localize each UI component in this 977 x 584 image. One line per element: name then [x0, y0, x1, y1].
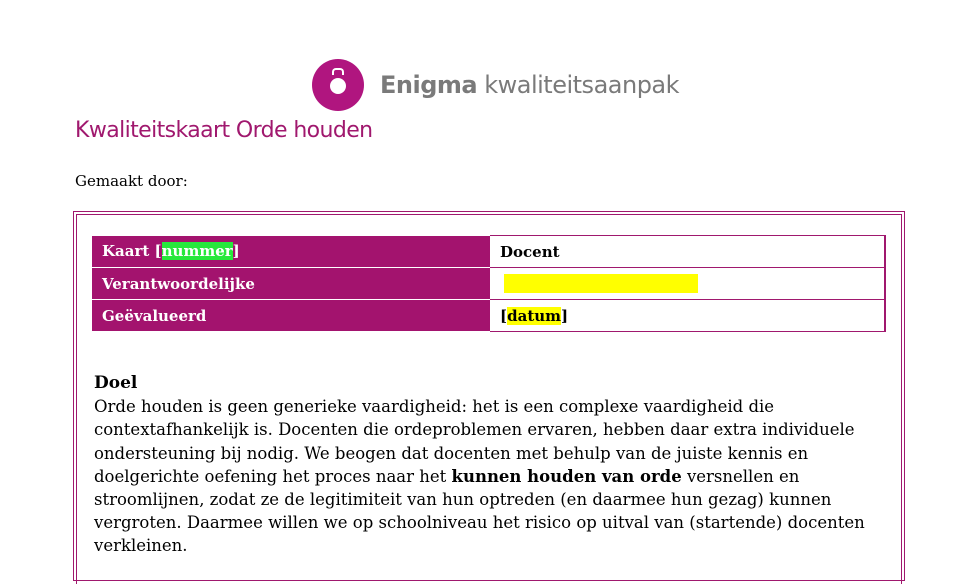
enigma-logo-icon: [312, 59, 364, 111]
goal-section: [94, 372, 884, 558]
table-row: [92, 268, 885, 300]
made-by-label: Gemaakt door:: [75, 172, 188, 190]
responsible-placeholder[interactable]: [504, 274, 698, 293]
date-placeholder[interactable]: datum: [507, 306, 562, 325]
logo-brand-bold: Enigma: [380, 71, 478, 99]
responsible-label: Verantwoordelijke: [92, 268, 490, 300]
responsible-value[interactable]: [490, 268, 885, 300]
evaluated-value[interactable]: [datum]: [490, 300, 885, 332]
goal-text-bold: kunnen houden van orde: [451, 466, 682, 486]
evaluated-label: Geëvalueerd: [92, 300, 490, 332]
logo: [312, 59, 679, 111]
card-number-label: Kaart [nummer]: [92, 236, 490, 268]
info-table: [92, 235, 886, 332]
card-number-value[interactable]: Docent: [490, 236, 885, 268]
table-row: [92, 300, 885, 332]
card-number-placeholder[interactable]: nummer: [161, 242, 233, 261]
page-title: Kwaliteitskaart Orde houden: [75, 118, 373, 143]
goal-heading: Doel: [94, 373, 138, 393]
logo-text: [380, 71, 679, 99]
logo-brand-rest: kwaliteitsaanpak: [484, 71, 680, 99]
table-row: [92, 236, 885, 268]
goal-text: Orde houden is geen generieke vaardigheid: het is een complexe vaardigheid die contextafhankelijk is. Docenten die ordeproblemen ervaren, hebben daar extra individuele ondersteuning bij nodig. We beogen dat docenten met behulp van de juiste kennis en doelgerichte oefening het proces naar het kunnen houden van orde versnellen en stroomlijnen, zodat ze de legitimiteit van hun optreden (en daarmee hun gezag) kunnen vergroten. Daarmee willen we op schoolniveau het risico op uitval van (startende) docenten verkleinen.: [94, 397, 865, 556]
